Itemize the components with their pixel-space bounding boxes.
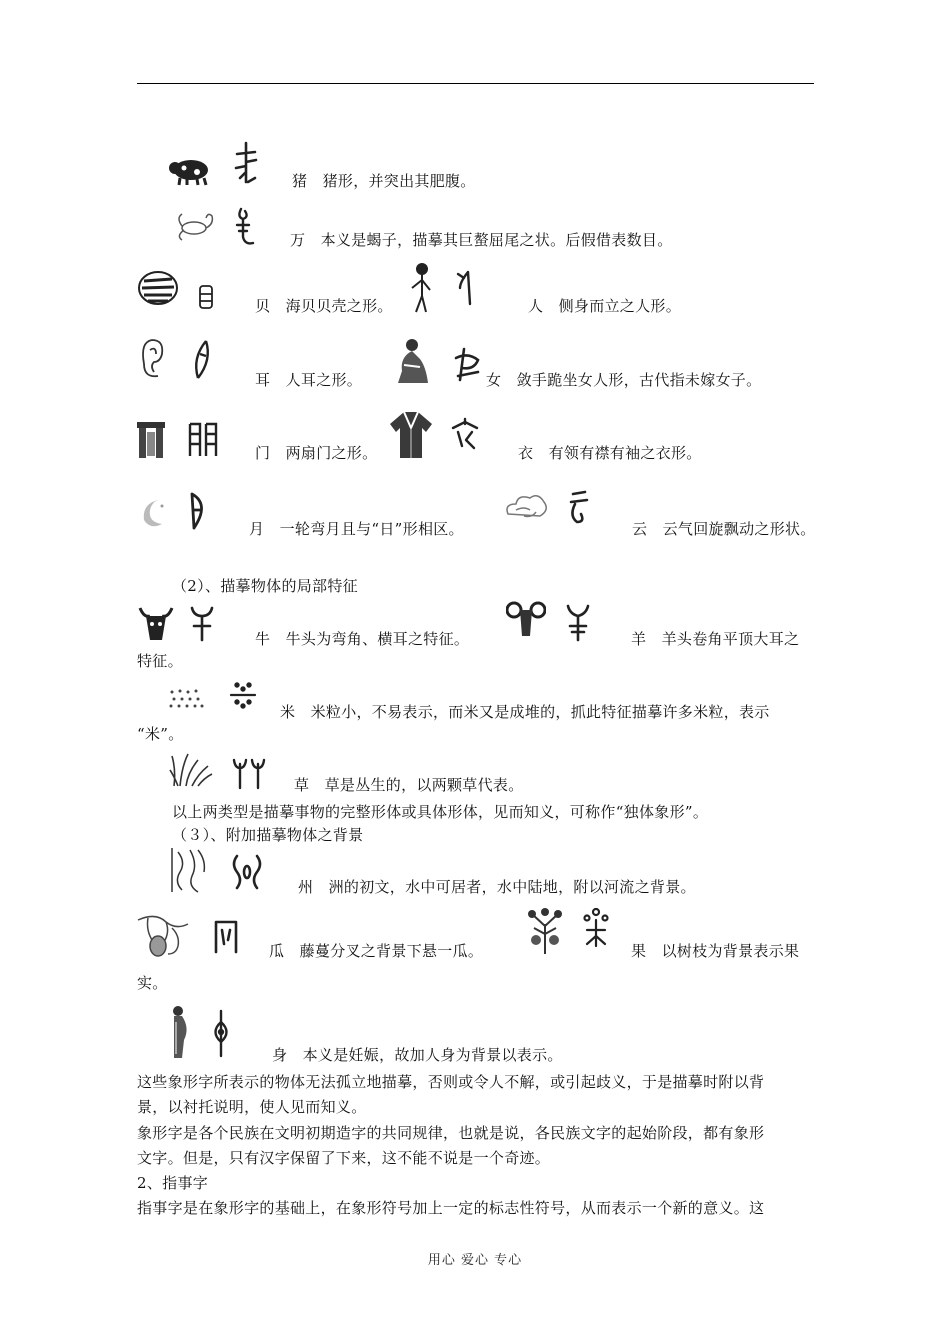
oracle-glyph-bei (197, 283, 215, 311)
grass-illustration (168, 750, 214, 788)
entry-niu: 牛 牛头为弯角、横耳之特征。 (255, 630, 470, 648)
oracle-glyph-yang (564, 602, 592, 644)
melon-vine-illustration (136, 910, 190, 960)
entry-ren: 人 侧身而立之人形。 (528, 297, 682, 315)
oracle-glyph-gua (212, 918, 240, 956)
entry-wan: 万 本义是蝎子，描摹其巨螯屈尾之状。后假借表数目。 (290, 231, 673, 249)
oracle-glyph-mi (228, 680, 258, 710)
oracle-glyph-zhu (231, 140, 261, 186)
standing-person-illustration (408, 262, 436, 314)
header-rule (137, 83, 814, 84)
entry-cao: 草 草是丛生的，以两颗草代表。 (294, 776, 524, 794)
entry-nv: 女 敛手跪坐女人形，古代指未嫁女子。 (486, 371, 762, 389)
law-paragraph-line1: 象形字是各个民族在文明初期造字的共同规律，也就是说，各民族文字的起始阶段，都有象形 (137, 1124, 765, 1142)
entry-zhu: 猪 猪形，并突出其肥腹。 (292, 172, 476, 190)
cloud-illustration (502, 488, 550, 526)
oracle-glyph-cao (231, 756, 267, 790)
ear-illustration (136, 336, 166, 382)
oracle-glyph-yun (567, 488, 591, 530)
oracle-glyph-zhou (229, 852, 265, 892)
robe-illustration (388, 410, 434, 460)
rice-grains-illustration (168, 688, 204, 710)
background-paragraph-line2: 景，以衬托说明，使人见而知义。 (137, 1098, 367, 1116)
ox-head-illustration (136, 602, 176, 646)
oracle-glyph-yue (186, 490, 212, 532)
entry-mi-line1: 米 米粒小，不易表示，而米又是成堆的，抓此特征描摹许多米粒，表示 (280, 703, 770, 721)
pregnant-woman-illustration (166, 1004, 192, 1060)
summary-paragraph: 以上两类型是描摹事物的完整形体或具体形体，见而知义，可称作“独体象形”。 (172, 803, 709, 821)
oracle-glyph-guo (581, 906, 611, 948)
oracle-glyph-men (188, 420, 218, 460)
entry-yang-line1: 羊 羊头卷角平顶大耳之 (631, 630, 800, 648)
entry-men: 门 两扇门之形。 (255, 444, 378, 462)
oracle-glyph-shen (208, 1008, 234, 1060)
oracle-glyph-ren (454, 268, 478, 308)
pig-illustration (167, 152, 215, 188)
oracle-glyph-wan (233, 205, 259, 249)
shell-illustration (136, 265, 180, 311)
heading-zhishi: 2、指事字 (137, 1174, 209, 1192)
entry-guo-line1: 果 以树枝为背景表示果 (631, 942, 800, 960)
river-island-illustration (168, 846, 210, 894)
entry-er: 耳 人耳之形。 (255, 371, 363, 389)
oracle-glyph-yi (450, 416, 480, 452)
entry-yue: 月 一轮弯月且与“日”形相区。 (249, 520, 464, 538)
entry-yi: 衣 有领有襟有袖之衣形。 (518, 444, 702, 462)
heading-background: （３）、附加描摹物体之背景 (172, 826, 364, 844)
background-paragraph-line1: 这些象形字所表示的物体无法孤立地描摹，否则或令人不解，或引起歧义，于是描摹时附以背 (137, 1073, 765, 1091)
ram-head-illustration (506, 598, 546, 642)
gate-illustration (136, 420, 166, 460)
entry-bei: 贝 海贝贝壳之形。 (255, 297, 393, 315)
entry-zhou: 州 洲的初文，水中可居者，水中陆地，附以河流之背景。 (298, 878, 696, 896)
heading-partial-features: （2）、描摹物体的局部特征 (172, 577, 358, 595)
entry-yun: 云 云气回旋飘动之形状。 (632, 520, 816, 538)
oracle-glyph-er (190, 338, 214, 382)
entry-shen: 身 本义是妊娠，故加人身为背景以表示。 (272, 1046, 563, 1064)
entry-gua: 瓜 藤蔓分叉之背景下悬一瓜。 (269, 942, 484, 960)
page-footer: 用心 爱心 专心 (427, 1253, 523, 1268)
law-paragraph-line2: 文字。但是，只有汉字保留了下来，这不能不说是一个奇迹。 (137, 1149, 551, 1167)
entry-guo-line2: 实。 (137, 974, 168, 992)
zhishi-paragraph-line1: 指事字是在象形字的基础上，在象形符号加上一定的标志性符号，从而表示一个新的意义。这 (137, 1199, 765, 1217)
oracle-glyph-niu (188, 604, 216, 644)
moon-illustration (136, 496, 168, 532)
oracle-glyph-nv (452, 346, 482, 384)
scorpion-illustration (172, 210, 216, 244)
kneeling-woman-illustration (390, 337, 434, 387)
entry-mi-line2: “米”。 (137, 725, 184, 743)
entry-yang-line2: 特征。 (137, 652, 183, 670)
fruit-tree-illustration (526, 904, 564, 956)
